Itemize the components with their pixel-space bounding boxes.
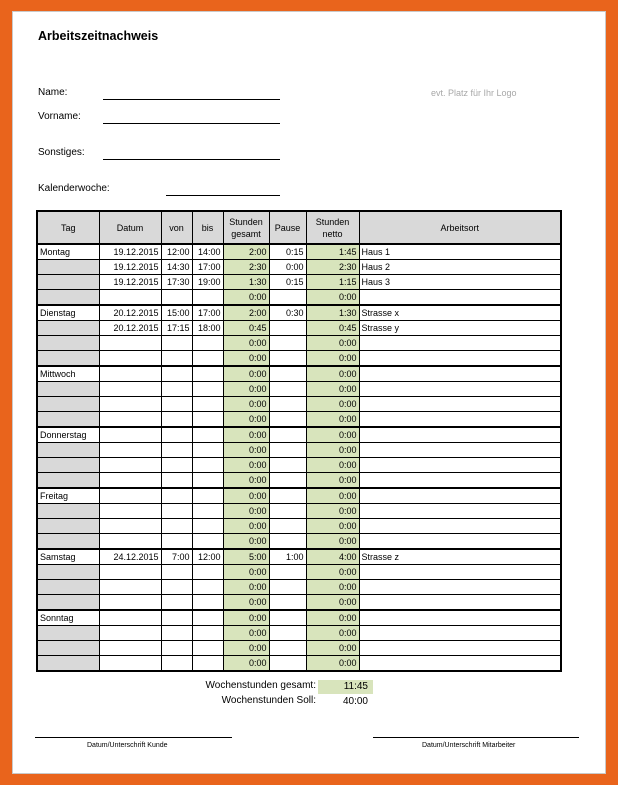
bis-cell[interactable] [192,504,223,519]
table-row [37,504,561,519]
bis-cell[interactable] [192,488,223,504]
datum-cell[interactable] [99,473,161,489]
header-pause: Pause [269,211,306,244]
table-row [37,549,561,565]
pause-cell[interactable]: 0:15 [269,244,306,260]
day-cell [37,290,99,306]
stunden-gesamt-cell[interactable]: 0:00 [223,641,269,656]
von-cell[interactable] [161,641,192,656]
bis-cell[interactable]: 17:00 [192,260,223,275]
stunden-netto-cell[interactable]: 0:00 [306,412,359,428]
stunden-netto-cell[interactable]: 0:00 [306,504,359,519]
arbeitsort-cell[interactable]: Strasse z [359,549,561,565]
header-stunden-netto: Stunden netto [306,211,359,244]
pause-cell[interactable] [269,427,306,443]
von-cell[interactable] [161,565,192,580]
stunden-netto-cell[interactable]: 0:00 [306,397,359,412]
stunden-gesamt-cell[interactable]: 2:00 [223,244,269,260]
stunden-netto-cell[interactable]: 1:30 [306,305,359,321]
datum-cell[interactable] [99,610,161,626]
arbeitsort-cell[interactable] [359,366,561,382]
pause-cell[interactable] [269,473,306,489]
table-row [37,382,561,397]
von-cell[interactable] [161,610,192,626]
wochenstunden-soll-value: 40:00 [342,696,368,707]
bis-cell[interactable] [192,626,223,641]
day-cell [37,641,99,656]
datum-cell[interactable] [99,580,161,595]
day-cell [37,336,99,351]
datum-cell[interactable] [99,595,161,611]
document-page [13,12,605,773]
day-cell [37,275,99,290]
pause-cell[interactable] [269,458,306,473]
stunden-gesamt-cell[interactable]: 0:00 [223,519,269,534]
von-cell[interactable] [161,595,192,611]
von-cell[interactable] [161,458,192,473]
arbeitsort-cell[interactable] [359,641,561,656]
table-row [37,565,561,580]
bis-cell[interactable] [192,290,223,306]
day-cell [37,580,99,595]
stunden-gesamt-cell[interactable]: 5:00 [223,549,269,565]
day-cell [37,458,99,473]
stunden-gesamt-cell[interactable]: 0:00 [223,351,269,367]
table-row [37,458,561,473]
pause-cell[interactable] [269,397,306,412]
stunden-gesamt-cell[interactable]: 0:00 [223,458,269,473]
sonstiges-field[interactable] [103,159,280,160]
bis-cell[interactable] [192,656,223,672]
von-cell[interactable] [161,397,192,412]
table-row [37,626,561,641]
bis-cell[interactable]: 12:00 [192,549,223,565]
datum-cell[interactable] [99,412,161,428]
pause-cell[interactable]: 1:00 [269,549,306,565]
header-von: von [161,211,192,244]
datum-cell[interactable]: 19.12.2015 [99,260,161,275]
stunden-netto-cell[interactable]: 0:00 [306,366,359,382]
day-label: Mittwoch [37,366,99,382]
pause-cell[interactable]: 0:30 [269,305,306,321]
pause-cell[interactable] [269,595,306,611]
table-row [37,427,561,443]
bis-cell[interactable] [192,458,223,473]
day-cell [37,260,99,275]
stunden-netto-cell[interactable]: 1:15 [306,275,359,290]
table-row [37,412,561,428]
stunden-gesamt-cell[interactable]: 1:30 [223,275,269,290]
stunden-netto-cell[interactable]: 0:00 [306,610,359,626]
stunden-netto-cell[interactable]: 0:00 [306,382,359,397]
bis-cell[interactable]: 19:00 [192,275,223,290]
bis-cell[interactable] [192,412,223,428]
arbeitsort-cell[interactable] [359,290,561,306]
bis-cell[interactable] [192,565,223,580]
table-row [37,275,561,290]
pause-cell[interactable] [269,321,306,336]
name-label: Name: [38,87,68,98]
pause-cell[interactable] [269,336,306,351]
stunden-netto-cell[interactable]: 0:00 [306,534,359,550]
table-row [37,519,561,534]
signature-line-kunde[interactable] [35,737,232,738]
stunden-gesamt-cell[interactable]: 0:00 [223,336,269,351]
von-cell[interactable] [161,351,192,367]
pause-cell[interactable] [269,580,306,595]
datum-cell[interactable] [99,382,161,397]
von-cell[interactable] [161,580,192,595]
pause-cell[interactable] [269,488,306,504]
bis-cell[interactable] [192,580,223,595]
day-cell [37,473,99,489]
arbeitsort-cell[interactable] [359,382,561,397]
table-row [37,351,561,367]
arbeitsort-cell[interactable] [359,351,561,367]
header-bis: bis [192,211,223,244]
arbeitsort-cell[interactable] [359,626,561,641]
arbeitsort-cell[interactable]: Strasse y [359,321,561,336]
header-datum: Datum [99,211,161,244]
stunden-gesamt-cell[interactable]: 2:00 [223,305,269,321]
stunden-netto-cell[interactable]: 0:00 [306,595,359,611]
arbeitsort-cell[interactable] [359,656,561,672]
arbeitsort-cell[interactable] [359,336,561,351]
day-cell [37,443,99,458]
table-row [37,580,561,595]
pause-cell[interactable] [269,641,306,656]
datum-cell[interactable] [99,427,161,443]
von-cell[interactable] [161,473,192,489]
von-cell[interactable] [161,534,192,550]
kalenderwoche-field[interactable] [166,195,280,196]
bis-cell[interactable]: 18:00 [192,321,223,336]
pause-cell[interactable] [269,534,306,550]
stunden-netto-cell[interactable]: 0:00 [306,443,359,458]
bis-cell[interactable] [192,473,223,489]
bis-cell[interactable] [192,610,223,626]
arbeitsort-cell[interactable] [359,443,561,458]
table-row [37,305,561,321]
stunden-netto-cell[interactable]: 0:00 [306,458,359,473]
header-stunden-gesamt: Stunden gesamt [223,211,269,244]
arbeitsort-cell[interactable] [359,397,561,412]
stunden-gesamt-cell[interactable]: 0:00 [223,443,269,458]
stunden-netto-cell[interactable]: 0:00 [306,519,359,534]
datum-cell[interactable] [99,565,161,580]
day-cell [37,656,99,672]
day-cell [37,382,99,397]
table-row [37,397,561,412]
stunden-netto-cell[interactable]: 2:30 [306,260,359,275]
header-arbeitsort: Arbeitsort [359,211,561,244]
arbeitsort-cell[interactable] [359,427,561,443]
stunden-gesamt-cell[interactable]: 0:00 [223,397,269,412]
stunden-gesamt-cell[interactable]: 0:00 [223,504,269,519]
von-cell[interactable]: 14:30 [161,260,192,275]
bis-cell[interactable] [192,519,223,534]
stunden-gesamt-cell[interactable]: 0:00 [223,565,269,580]
bis-cell[interactable]: 17:00 [192,305,223,321]
arbeitsort-cell[interactable] [359,580,561,595]
pause-cell[interactable] [269,366,306,382]
day-cell [37,626,99,641]
table-row [37,656,561,672]
stunden-netto-cell[interactable]: 0:00 [306,351,359,367]
bis-cell[interactable] [192,366,223,382]
bis-cell[interactable] [192,427,223,443]
datum-cell[interactable]: 24.12.2015 [99,549,161,565]
datum-cell[interactable] [99,626,161,641]
day-cell [37,504,99,519]
datum-cell[interactable] [99,519,161,534]
von-cell[interactable]: 15:00 [161,305,192,321]
day-label: Donnerstag [37,427,99,443]
day-label: Dienstag [37,305,99,321]
pause-cell[interactable] [269,519,306,534]
table-row [37,321,561,336]
arbeitsort-cell[interactable] [359,458,561,473]
stunden-gesamt-cell[interactable]: 0:00 [223,412,269,428]
von-cell[interactable] [161,412,192,428]
stunden-netto-cell[interactable]: 0:00 [306,656,359,672]
stunden-gesamt-cell[interactable]: 0:45 [223,321,269,336]
von-cell[interactable] [161,382,192,397]
stunden-gesamt-cell[interactable]: 0:00 [223,656,269,672]
pause-cell[interactable]: 0:00 [269,260,306,275]
table-row [37,260,561,275]
day-cell [37,397,99,412]
table-row [37,336,561,351]
von-cell[interactable] [161,519,192,534]
sonstiges-label: Sonstiges: [38,147,85,158]
datum-cell[interactable]: 19.12.2015 [99,244,161,260]
arbeitsort-cell[interactable]: Haus 2 [359,260,561,275]
pause-cell[interactable] [269,610,306,626]
day-label: Montag [37,244,99,260]
datum-cell[interactable] [99,458,161,473]
bis-cell[interactable] [192,351,223,367]
arbeitsort-cell[interactable]: Haus 3 [359,275,561,290]
datum-cell[interactable] [99,488,161,504]
von-cell[interactable] [161,504,192,519]
page-title: Arbeitszeitnachweis [38,29,159,43]
table-row [37,610,561,626]
stunden-gesamt-cell[interactable]: 0:00 [223,382,269,397]
day-cell [37,519,99,534]
stunden-gesamt-cell[interactable]: 0:00 [223,534,269,550]
name-field[interactable] [103,99,280,100]
pause-cell[interactable] [269,382,306,397]
datum-cell[interactable] [99,656,161,672]
von-cell[interactable] [161,626,192,641]
datum-cell[interactable]: 20.12.2015 [99,305,161,321]
pause-cell[interactable] [269,412,306,428]
signature-label-kunde: Datum/Unterschrift Kunde [87,742,168,749]
timesheet-table [36,210,562,672]
stunden-netto-cell[interactable]: 0:00 [306,565,359,580]
datum-cell[interactable] [99,534,161,550]
table-row [37,473,561,489]
pause-cell[interactable] [269,504,306,519]
table-row [37,366,561,382]
day-cell [37,565,99,580]
day-label: Sonntag [37,610,99,626]
header-tag: Tag [37,211,99,244]
bis-cell[interactable]: 14:00 [192,244,223,260]
bis-cell[interactable] [192,595,223,611]
von-cell[interactable]: 17:15 [161,321,192,336]
pause-cell[interactable] [269,656,306,672]
pause-cell[interactable] [269,626,306,641]
arbeitsort-cell[interactable] [359,565,561,580]
bis-cell[interactable] [192,397,223,412]
bis-cell[interactable] [192,534,223,550]
day-cell [37,595,99,611]
arbeitsort-cell[interactable] [359,488,561,504]
von-cell[interactable] [161,427,192,443]
stunden-netto-cell[interactable]: 1:45 [306,244,359,260]
von-cell[interactable] [161,366,192,382]
day-cell [37,412,99,428]
stunden-netto-cell[interactable]: 0:00 [306,290,359,306]
day-cell [37,321,99,336]
stunden-netto-cell[interactable]: 0:00 [306,427,359,443]
stunden-gesamt-cell[interactable]: 0:00 [223,595,269,611]
table-row [37,595,561,611]
stunden-gesamt-cell[interactable]: 0:00 [223,366,269,382]
datum-cell[interactable] [99,641,161,656]
day-label: Samstag [37,549,99,565]
stunden-gesamt-cell[interactable]: 0:00 [223,427,269,443]
stunden-netto-cell[interactable]: 0:00 [306,336,359,351]
stunden-gesamt-cell[interactable]: 0:00 [223,488,269,504]
stunden-netto-cell[interactable]: 0:00 [306,626,359,641]
table-row [37,641,561,656]
table-header-row [37,211,561,244]
logo-placeholder-note: evt. Platz für Ihr Logo [431,88,517,98]
stunden-gesamt-cell[interactable]: 0:00 [223,626,269,641]
stunden-netto-cell[interactable]: 0:00 [306,473,359,489]
arbeitsort-cell[interactable] [359,519,561,534]
von-cell[interactable]: 12:00 [161,244,192,260]
arbeitsort-cell[interactable] [359,473,561,489]
von-cell[interactable] [161,488,192,504]
datum-cell[interactable] [99,290,161,306]
arbeitsort-cell[interactable]: Strasse x [359,305,561,321]
bis-cell[interactable] [192,336,223,351]
datum-cell[interactable] [99,443,161,458]
stunden-netto-cell[interactable]: 4:00 [306,549,359,565]
wochenstunden-soll-label: Wochenstunden Soll: [221,695,316,706]
datum-cell[interactable]: 20.12.2015 [99,321,161,336]
datum-cell[interactable] [99,504,161,519]
table-row [37,290,561,306]
stunden-netto-cell[interactable]: 0:00 [306,580,359,595]
stunden-netto-cell[interactable]: 0:00 [306,488,359,504]
pause-cell[interactable] [269,565,306,580]
wochenstunden-gesamt-label: Wochenstunden gesamt: [205,680,316,691]
wochenstunden-gesamt-value: 11:45 [318,680,373,694]
pause-cell[interactable] [269,351,306,367]
von-cell[interactable]: 7:00 [161,549,192,565]
day-cell [37,534,99,550]
signature-line-mitarbeiter[interactable] [373,737,579,738]
arbeitsort-cell[interactable] [359,534,561,550]
stunden-gesamt-cell[interactable]: 0:00 [223,610,269,626]
von-cell[interactable] [161,290,192,306]
von-cell[interactable] [161,656,192,672]
table-body [37,244,561,671]
bis-cell[interactable] [192,443,223,458]
von-cell[interactable]: 17:30 [161,275,192,290]
von-cell[interactable] [161,443,192,458]
arbeitsort-cell[interactable] [359,595,561,611]
day-cell [37,351,99,367]
pause-cell[interactable] [269,290,306,306]
von-cell[interactable] [161,336,192,351]
bis-cell[interactable] [192,382,223,397]
arbeitsort-cell[interactable] [359,412,561,428]
datum-cell[interactable]: 19.12.2015 [99,275,161,290]
stunden-gesamt-cell[interactable]: 0:00 [223,290,269,306]
datum-cell[interactable] [99,366,161,382]
stunden-netto-cell[interactable]: 0:45 [306,321,359,336]
stunden-gesamt-cell[interactable]: 2:30 [223,260,269,275]
stunden-gesamt-cell[interactable]: 0:00 [223,580,269,595]
table-row [37,534,561,550]
table-row [37,443,561,458]
stunden-netto-cell[interactable]: 0:00 [306,641,359,656]
datum-cell[interactable] [99,397,161,412]
signature-label-mitarbeiter: Datum/Unterschrift Mitarbeiter [422,742,516,749]
vorname-label: Vorname: [38,111,81,122]
table-row [37,488,561,504]
datum-cell[interactable] [99,336,161,351]
pause-cell[interactable]: 0:15 [269,275,306,290]
arbeitsort-cell[interactable]: Haus 1 [359,244,561,260]
table-row [37,244,561,260]
arbeitsort-cell[interactable] [359,504,561,519]
kalenderwoche-label: Kalenderwoche: [38,183,110,194]
stunden-gesamt-cell[interactable]: 0:00 [223,473,269,489]
arbeitsort-cell[interactable] [359,610,561,626]
bis-cell[interactable] [192,641,223,656]
datum-cell[interactable] [99,351,161,367]
vorname-field[interactable] [103,123,280,124]
day-label: Freitag [37,488,99,504]
pause-cell[interactable] [269,443,306,458]
